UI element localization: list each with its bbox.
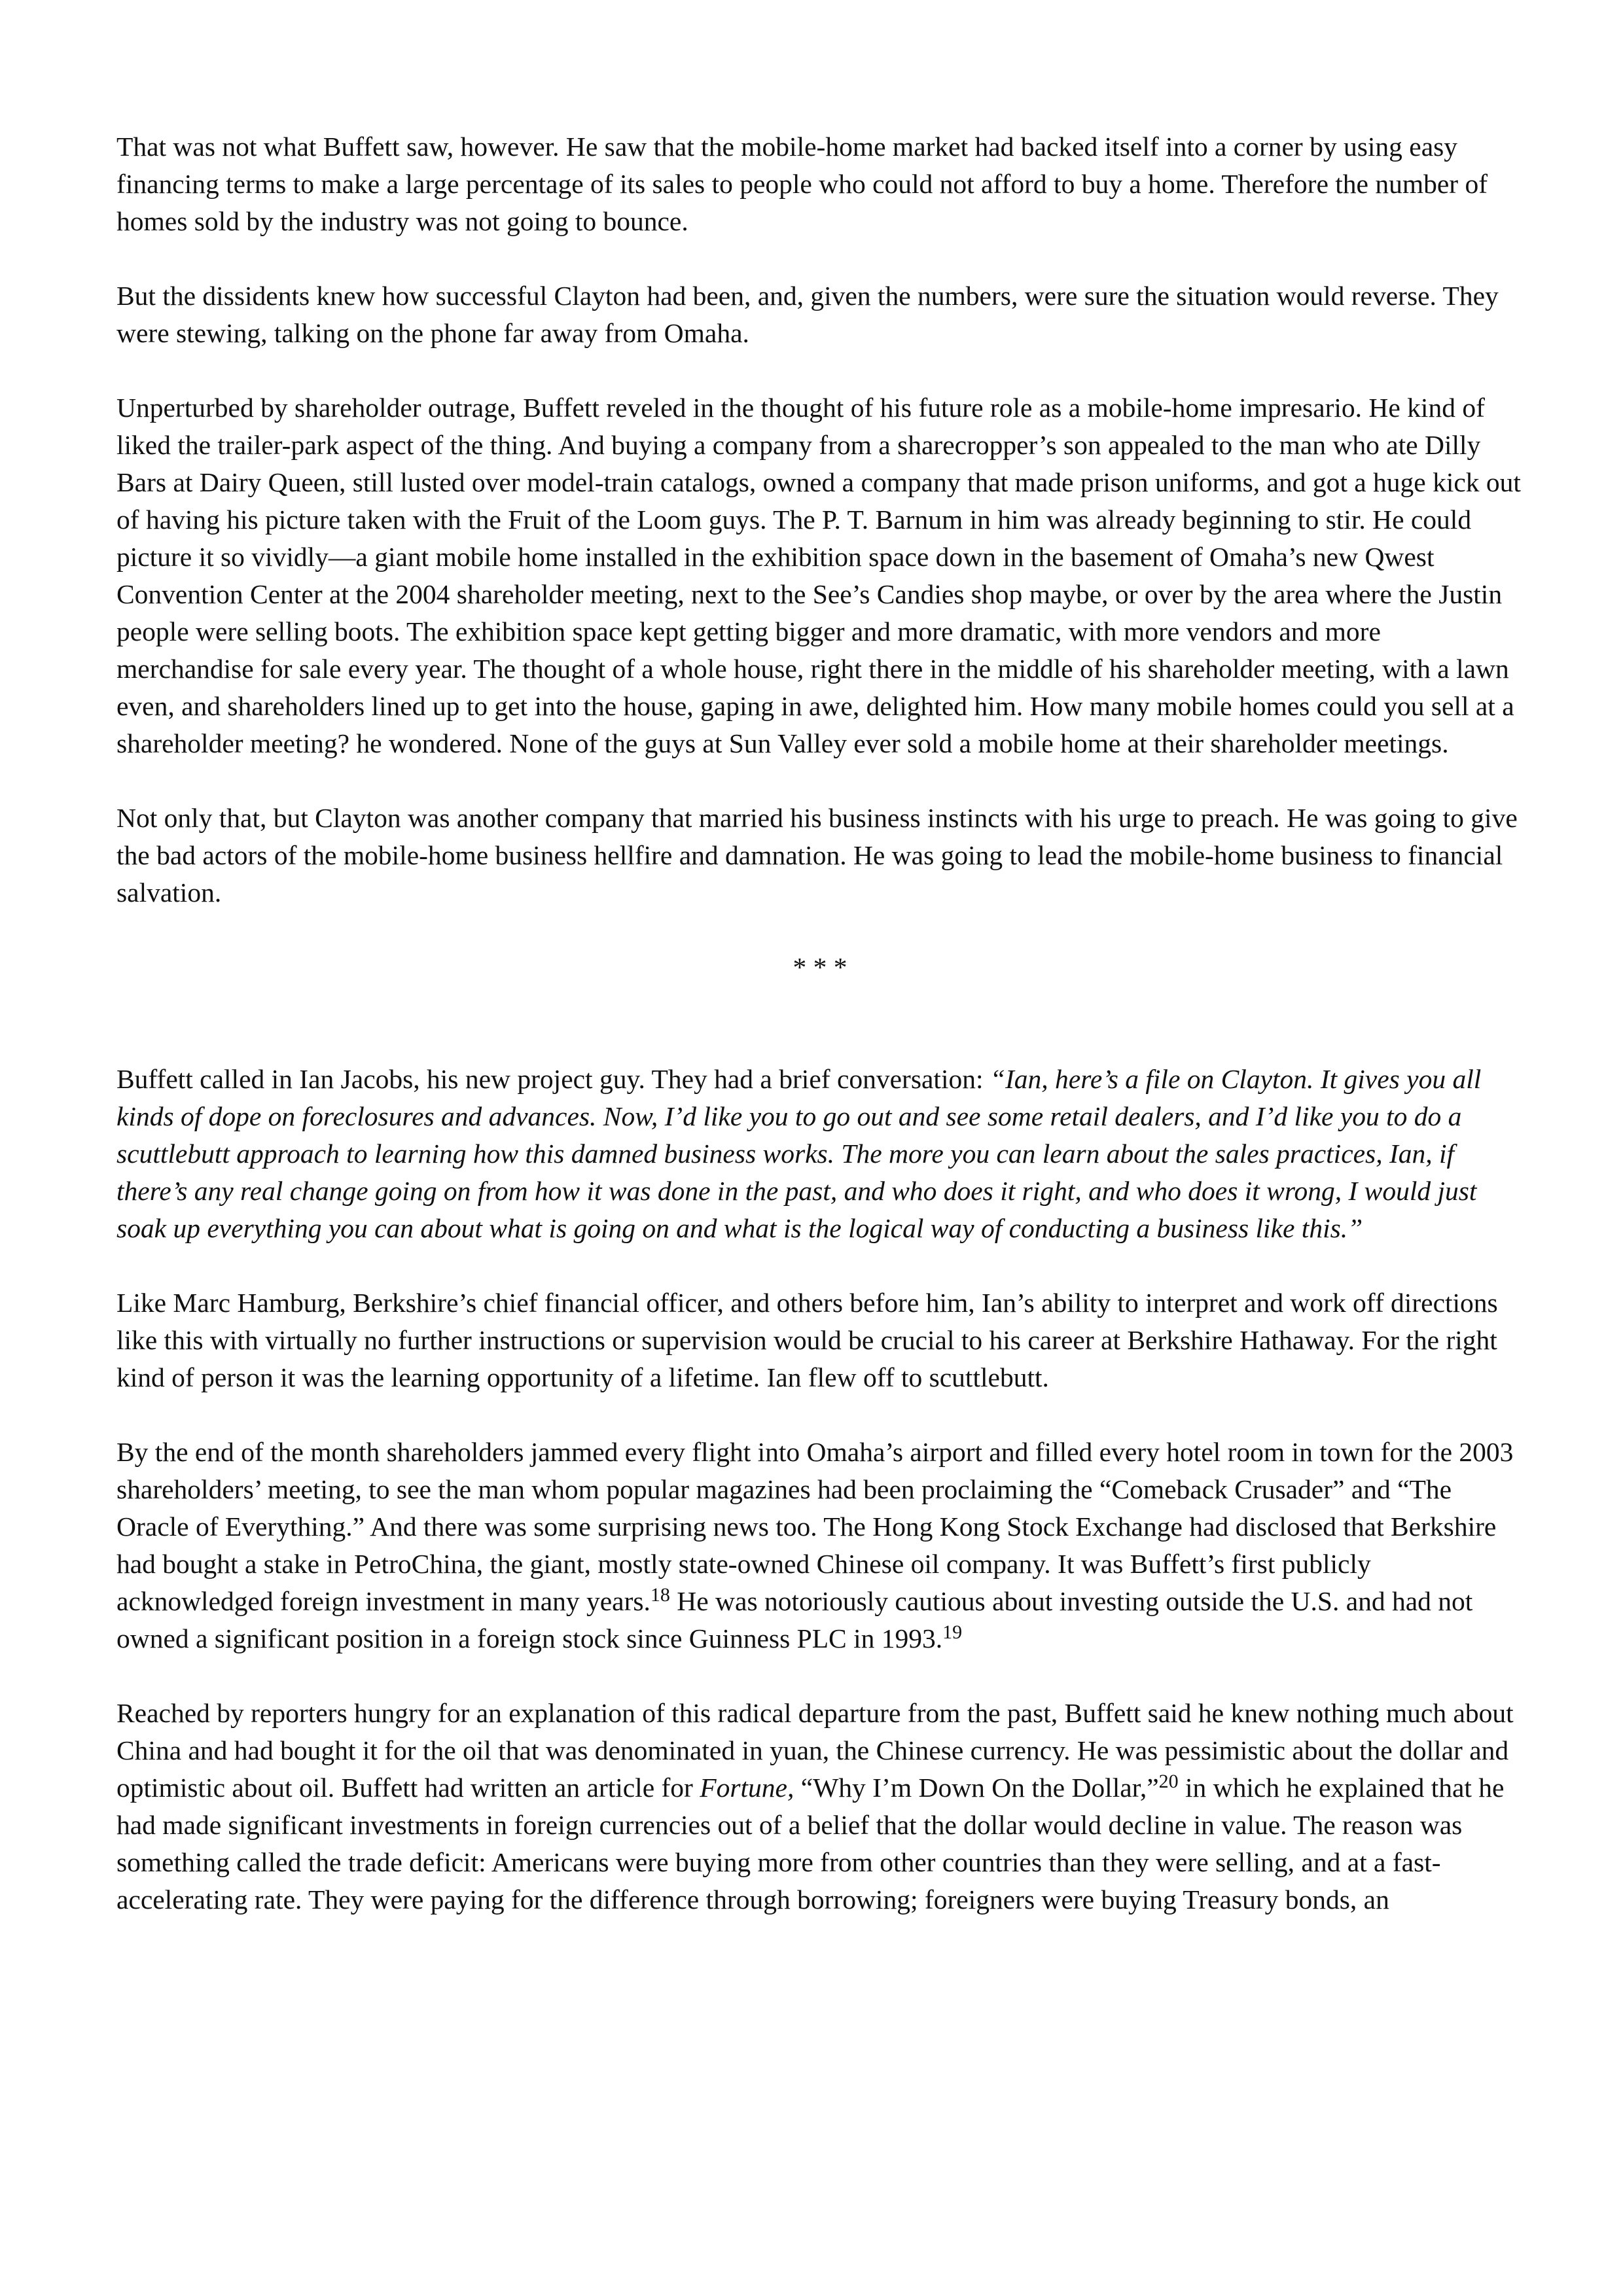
paragraph [116,1061,1524,1247]
paragraph [116,1434,1524,1657]
footnote-marker: 20 [1158,1771,1179,1792]
text-segment: But the dissidents knew how successful Clayton had been, and, given the numbers, were sure the situation would reverse. They were stewing, talking on the phone far away from Omaha. [116,281,1499,348]
footnote-marker: 18 [650,1584,670,1606]
spacer [116,911,1524,949]
paragraph [116,277,1524,352]
text-segment: “Why I’m Down On the Dollar,” [794,1773,1159,1803]
text-segment: That was not what Buffett saw, however. He saw that the mobile-home market had backed itself into a corner by using easy financing terms to make a large percentage of its sales to people who could not afford to buy a home. Therefore the number of homes sold by the industry was not going to bounce. [116,132,1488,236]
italic-text: Fortune, [700,1773,794,1803]
document-page [116,128,1524,1918]
text-segment: Like Marc Hamburg, Berkshire’s chief financial officer, and others before him, Ian’s ability to interpret and work off directions like this with virtually no further instructions or supervision would be crucial to his career at Berkshire Hathaway. For the right kind of person it was the learning opportunity of a lifetime. Ian flew off to scuttlebutt. [116,1288,1498,1392]
text-segment: in which he explained that he had made significant investments in foreign currencies out of a belief that the dollar would decline in value. The reason was something called the trade deficit: Americans were buying more from other countries than they were selling, and at a fast-accelerating rate. They were paying for the difference through borrowing; foreigners were buying Treasury bonds, an [116,1773,1505,1915]
text-segment: By the end of the month shareholders jammed every flight into Omaha’s airport and filled every hotel room in town for the 2003 shareholders’ meeting, to see the man whom popular magazines had been proclaiming the “Comeback Crusader” and “The Oracle of Everything.” And there was some surprising news too. The Hong Kong Stock Exchange had disclosed that Berkshire had bought a stake in PetroChina, the giant, mostly state-owned Chinese oil company. It was Buffett’s first publicly acknowledged foreign investment in many years. [116,1437,1514,1616]
paragraph [116,800,1524,911]
body-text-after-separator [116,1061,1524,1918]
italic-text: “Ian, here’s a file on Clayton. It gives you all kinds of dope on foreclosures and advances. Now, I’d like you to go out and see some retail dealers, and I’d like you to do a scuttlebutt approach to learning how this damned business works. The more you can learn about the sales practices, Ian, if there’s any real change going on from how it was done in the past, and who does it right, and who does it wrong, I would just soak up everything you can about what is going on and what is the logical way of conducting a business like this.” [116,1064,1482,1243]
footnote-marker: 19 [942,1621,963,1643]
paragraph [116,1284,1524,1396]
paragraph [116,389,1524,762]
text-segment: Not only that, but Clayton was another company that married his business instincts with his urge to preach. He was going to give the bad actors of the mobile-home business hellfire and damnation. He was going to lead the mobile-home business to financial salvation. [116,803,1518,908]
paragraph [116,1695,1524,1918]
text-segment: Unperturbed by shareholder outrage, Buffett reveled in the thought of his future role as a mobile-home impresario. He kind of liked the trailer-park aspect of the thing. And buying a company from a sharecropper’s son appealed to the man who ate Dilly Bars at Dairy Queen, still lusted over model-train catalogs, owned a company that made prison uniforms, and got a huge kick out of having his picture taken with the Fruit of the Loom guys. The P. T. Barnum in him was already beginning to stir. He could picture it so vividly—a giant mobile home installed in the exhibition space down in the basement of Omaha’s new Qwest Convention Center at the 2004 shareholder meeting, next to the See’s Candies shop maybe, or over by the area where the Justin people were selling boots. The exhibition space kept getting bigger and more dramatic, with more vendors and more merchandise for sale every year. The thought of a whole house, right there in the middle of his shareholder meeting, with a lawn even, and shareholders lined up to get into the house, gaping in awe, delighted him. How many mobile homes could you sell at a shareholder meeting? he wondered. None of the guys at Sun Valley ever sold a mobile home at their shareholder meetings. [116,393,1521,758]
paragraph [116,128,1524,240]
spacer [116,986,1524,1061]
text-segment: Buffett called in Ian Jacobs, his new project guy. They had a brief conversation: [116,1064,990,1094]
body-text-before-separator [116,128,1524,911]
text-segment: Reached by reporters hungry for an explanation of this radical departure from the past, Buffett said he knew nothing much about China and had bought it for the oil that was denominated in yuan, the Chinese currency. He was pessimistic about the dollar and optimistic about oil. Buffett had written an article for [116,1698,1514,1803]
section-separator: * * * [793,952,847,982]
text-segment: He was notoriously cautious about investing outside the U.S. and had not owned a significant position in a foreign stock since Guinness PLC in 1993. [116,1586,1473,1653]
